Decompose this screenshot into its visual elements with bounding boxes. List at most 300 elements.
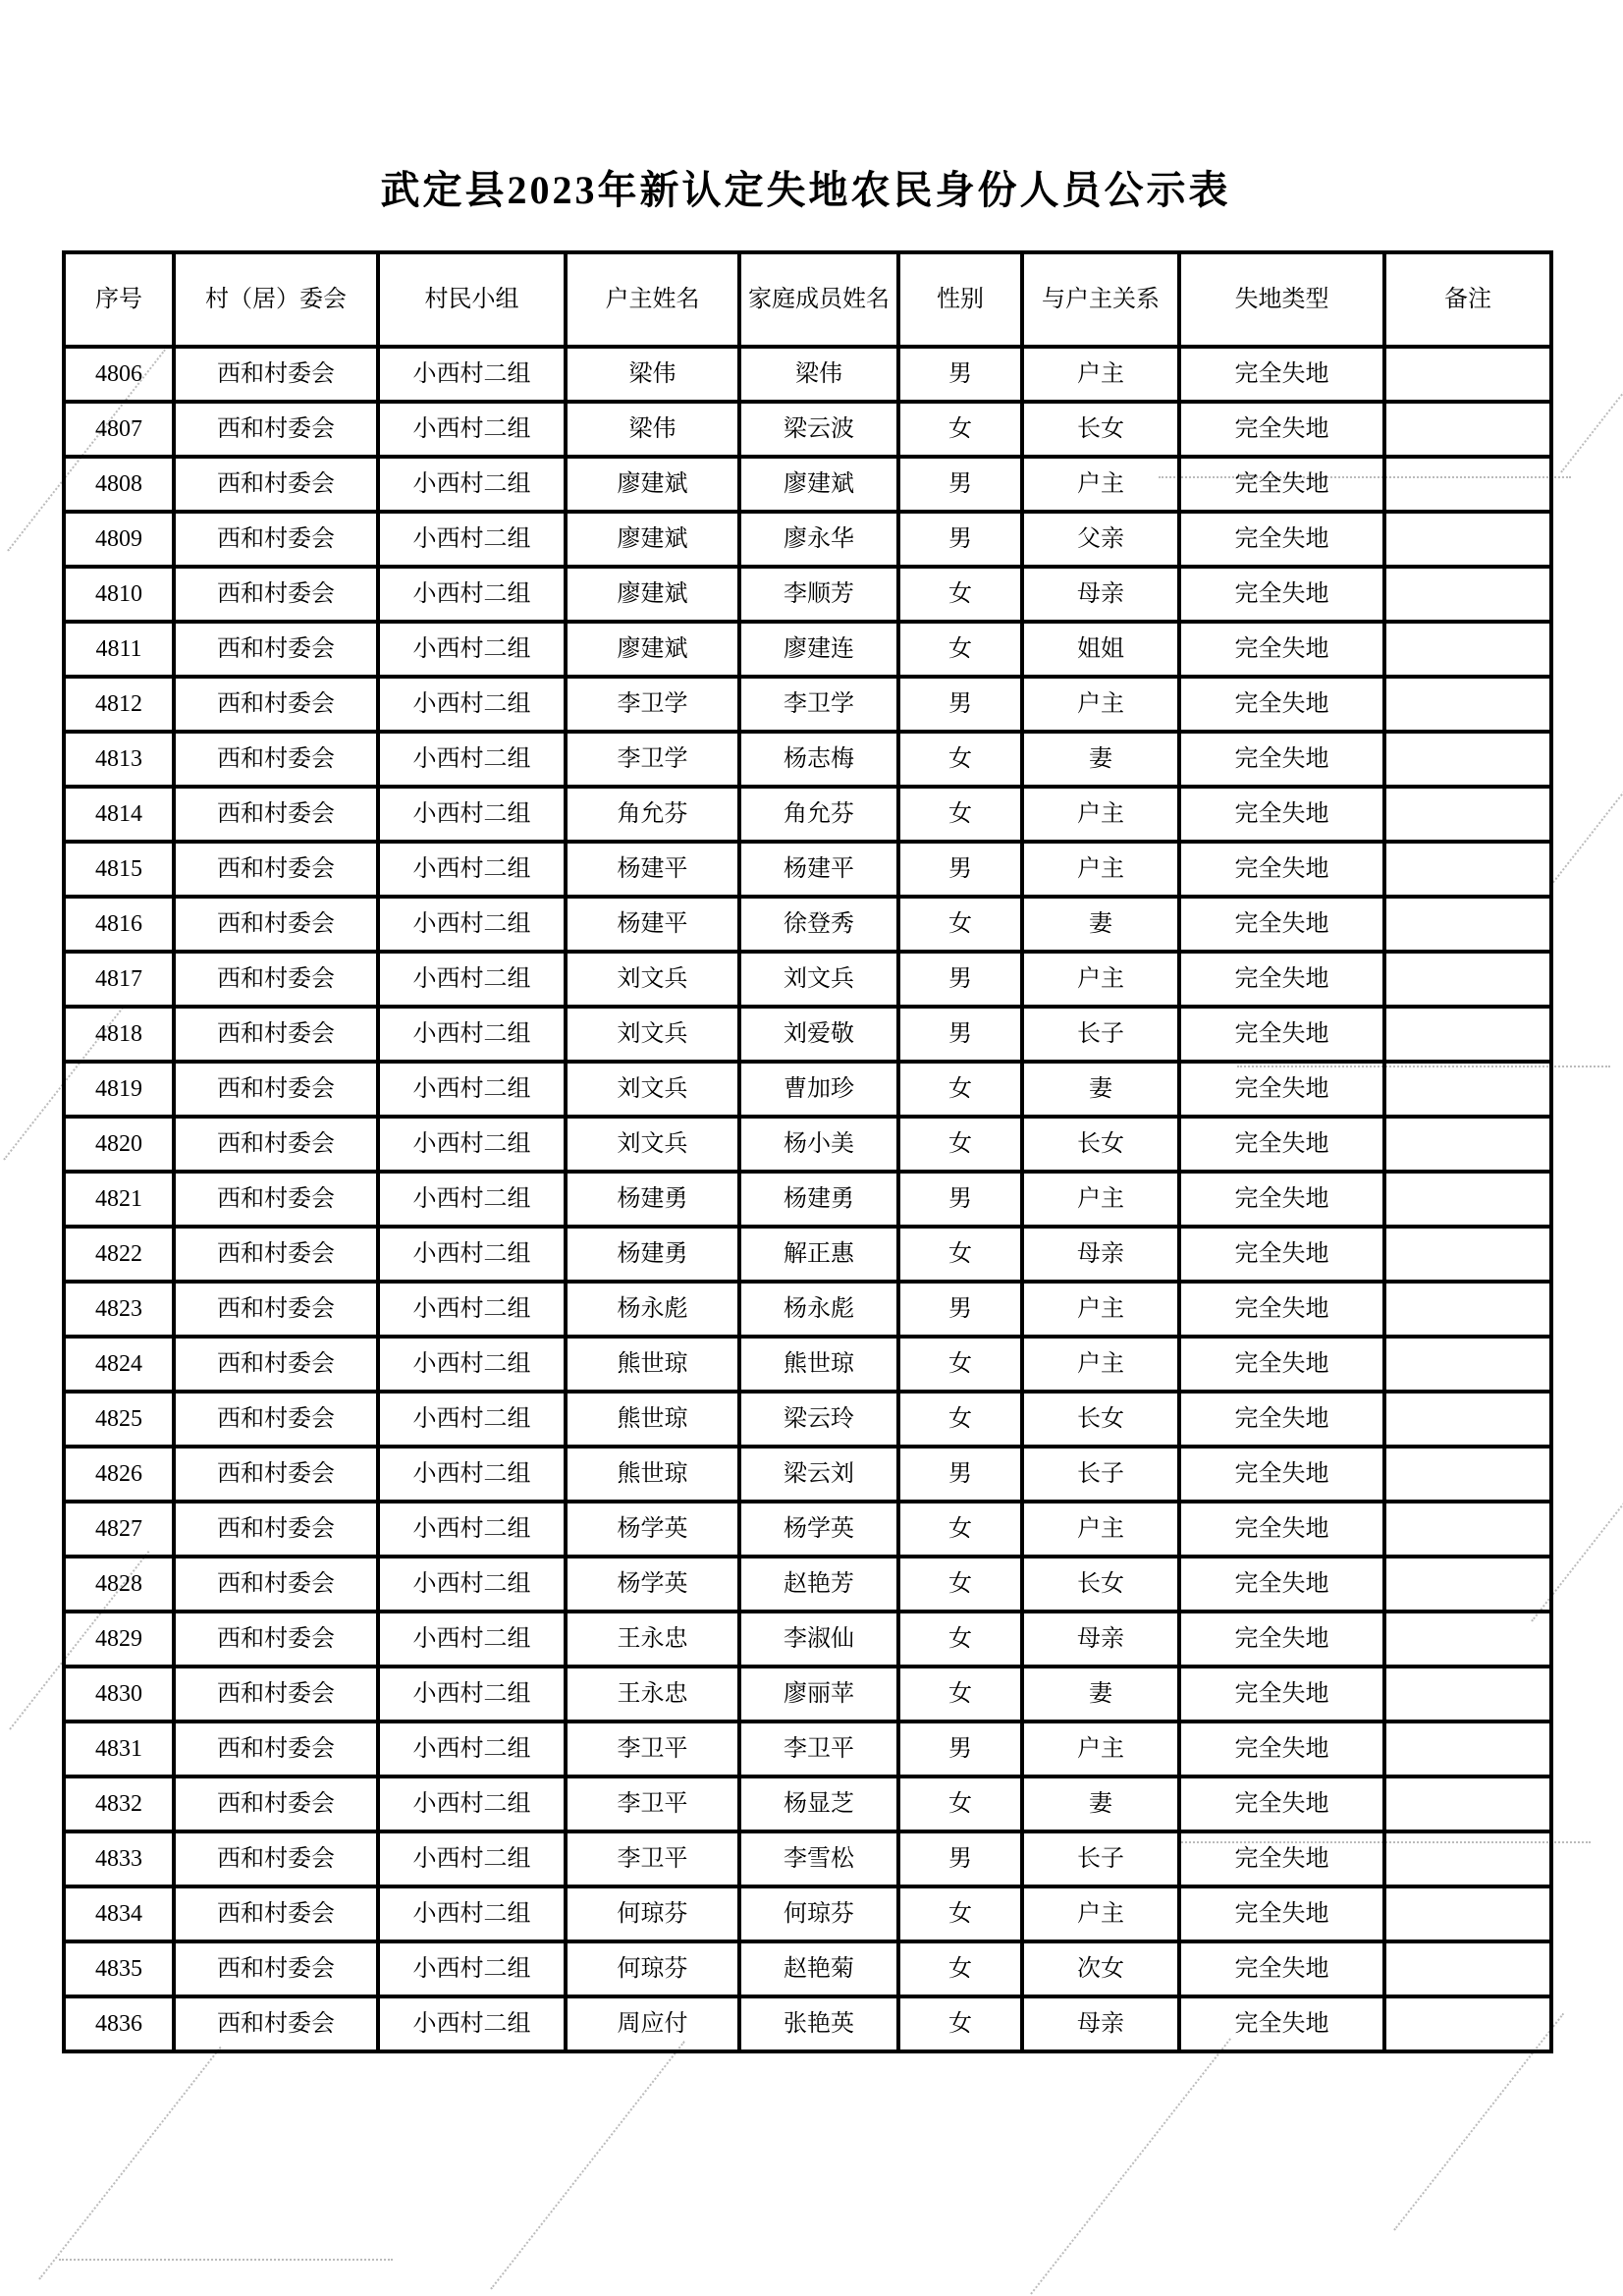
table-cell: 梁伟 — [566, 402, 739, 457]
table-cell: 刘文兵 — [739, 952, 898, 1007]
table-cell: 男 — [898, 1722, 1022, 1777]
page-title: 武定县2023年新认定失地农民身份人员公示表 — [380, 168, 1231, 212]
table-row — [64, 1447, 1551, 1502]
table-cell: 父亲 — [1022, 512, 1179, 567]
table-cell: 完全失地 — [1179, 842, 1384, 897]
table-cell: 小西村二组 — [378, 1172, 566, 1227]
table-cell: 女 — [898, 622, 1022, 677]
table-cell: 女 — [898, 402, 1022, 457]
table-cell: 西和村委会 — [174, 1612, 378, 1667]
table-row — [64, 1117, 1551, 1172]
table-cell: 4834 — [64, 1886, 174, 1941]
table-cell — [1384, 1007, 1551, 1062]
table-cell: 小西村二组 — [378, 787, 566, 842]
table-cell — [1384, 677, 1551, 732]
table-cell: 4824 — [64, 1337, 174, 1392]
table-cell: 何琼芬 — [739, 1886, 898, 1941]
table-cell: 完全失地 — [1179, 1337, 1384, 1392]
table-cell: 户主 — [1022, 677, 1179, 732]
table-cell: 妻 — [1022, 897, 1179, 952]
table-cell: 廖建斌 — [566, 622, 739, 677]
table-cell: 户主 — [1022, 1722, 1179, 1777]
table-cell — [1384, 1392, 1551, 1447]
table-row — [64, 512, 1551, 567]
table-cell: 廖建连 — [739, 622, 898, 677]
table-cell: 杨小美 — [739, 1117, 898, 1172]
table-cell: 西和村委会 — [174, 1282, 378, 1337]
table-cell: 梁云波 — [739, 402, 898, 457]
table-cell: 户主 — [1022, 1502, 1179, 1557]
table-cell — [1384, 1722, 1551, 1777]
table-cell: 妻 — [1022, 732, 1179, 787]
column-header-serial: 序号 — [64, 252, 174, 347]
table-cell: 完全失地 — [1179, 1502, 1384, 1557]
table-cell: 小西村二组 — [378, 622, 566, 677]
table-cell: 刘爱敬 — [739, 1007, 898, 1062]
table-cell: 完全失地 — [1179, 347, 1384, 402]
table-cell: 女 — [898, 567, 1022, 622]
table-cell: 西和村委会 — [174, 1667, 378, 1722]
table-cell: 西和村委会 — [174, 1557, 378, 1612]
table-cell: 王永忠 — [566, 1612, 739, 1667]
table-cell: 杨永彪 — [739, 1282, 898, 1337]
scan-artifact-line — [490, 2041, 685, 2289]
table-row — [64, 677, 1551, 732]
table-header — [64, 252, 1551, 347]
table-row — [64, 1062, 1551, 1117]
table-cell: 长女 — [1022, 1392, 1179, 1447]
table-row — [64, 402, 1551, 457]
table-cell: 李淑仙 — [739, 1612, 898, 1667]
table-cell: 女 — [898, 1557, 1022, 1612]
table-row — [64, 1831, 1551, 1886]
table-cell: 4819 — [64, 1062, 174, 1117]
table-cell: 4815 — [64, 842, 174, 897]
table-cell: 4836 — [64, 1996, 174, 2051]
table-cell — [1384, 1831, 1551, 1886]
table-cell: 西和村委会 — [174, 897, 378, 952]
table-cell: 户主 — [1022, 842, 1179, 897]
table-cell: 完全失地 — [1179, 457, 1384, 512]
table-cell: 小西村二组 — [378, 842, 566, 897]
table-row — [64, 1007, 1551, 1062]
table-cell: 4810 — [64, 567, 174, 622]
table-cell: 完全失地 — [1179, 952, 1384, 1007]
table-cell: 4806 — [64, 347, 174, 402]
table-cell: 杨建勇 — [566, 1227, 739, 1282]
table-cell: 完全失地 — [1179, 512, 1384, 567]
table-cell: 西和村委会 — [174, 1722, 378, 1777]
table-cell — [1384, 787, 1551, 842]
table-row — [64, 347, 1551, 402]
table-cell: 角允芬 — [739, 787, 898, 842]
table-cell: 西和村委会 — [174, 1777, 378, 1831]
table-cell: 西和村委会 — [174, 512, 378, 567]
table-cell: 何琼芬 — [566, 1886, 739, 1941]
table-cell: 刘文兵 — [566, 1007, 739, 1062]
table-row — [64, 1667, 1551, 1722]
table-cell: 男 — [898, 1447, 1022, 1502]
table-cell: 杨建平 — [566, 842, 739, 897]
table-cell: 男 — [898, 952, 1022, 1007]
table-cell: 西和村委会 — [174, 1117, 378, 1172]
roster-table — [62, 250, 1553, 2053]
table-cell: 李卫学 — [566, 732, 739, 787]
table-cell: 梁伟 — [566, 347, 739, 402]
table-cell: 完全失地 — [1179, 1612, 1384, 1667]
column-header-committee: 村（居）委会 — [174, 252, 378, 347]
table-cell: 杨建平 — [739, 842, 898, 897]
table-cell: 赵艳菊 — [739, 1941, 898, 1996]
table-cell — [1384, 1447, 1551, 1502]
table-cell: 廖永华 — [739, 512, 898, 567]
table-cell: 西和村委会 — [174, 1337, 378, 1392]
table-row — [64, 457, 1551, 512]
table-cell: 西和村委会 — [174, 1007, 378, 1062]
scan-artifact-line — [1030, 2038, 1231, 2294]
scan-artifact-line — [59, 2259, 393, 2261]
table-cell: 户主 — [1022, 1886, 1179, 1941]
table-row — [64, 1502, 1551, 1557]
table-cell: 小西村二组 — [378, 1007, 566, 1062]
table-cell: 李卫平 — [739, 1722, 898, 1777]
table-cell: 廖丽苹 — [739, 1667, 898, 1722]
table-cell: 4827 — [64, 1502, 174, 1557]
table-cell: 李雪松 — [739, 1831, 898, 1886]
table-cell: 杨学英 — [566, 1502, 739, 1557]
table-row — [64, 732, 1551, 787]
table-cell: 女 — [898, 1502, 1022, 1557]
table-cell: 熊世琼 — [566, 1392, 739, 1447]
table-cell: 小西村二组 — [378, 1612, 566, 1667]
table-cell: 刘文兵 — [566, 1062, 739, 1117]
table-cell — [1384, 1282, 1551, 1337]
table-cell: 西和村委会 — [174, 1447, 378, 1502]
table-cell: 小西村二组 — [378, 1227, 566, 1282]
table-row — [64, 567, 1551, 622]
table-cell: 小西村二组 — [378, 1667, 566, 1722]
table-cell: 小西村二组 — [378, 1941, 566, 1996]
column-header-member: 家庭成员姓名 — [739, 252, 898, 347]
table-cell: 完全失地 — [1179, 1557, 1384, 1612]
table-cell: 小西村二组 — [378, 457, 566, 512]
table-cell: 完全失地 — [1179, 1777, 1384, 1831]
table-cell: 妻 — [1022, 1777, 1179, 1831]
table-row — [64, 1941, 1551, 1996]
table-cell: 男 — [898, 457, 1022, 512]
table-cell: 熊世琼 — [566, 1447, 739, 1502]
table-cell: 完全失地 — [1179, 1886, 1384, 1941]
table-cell: 女 — [898, 897, 1022, 952]
table-cell: 小西村二组 — [378, 512, 566, 567]
table-cell — [1384, 1172, 1551, 1227]
table-cell: 杨志梅 — [739, 732, 898, 787]
table-cell: 小西村二组 — [378, 1557, 566, 1612]
table-cell: 女 — [898, 1667, 1022, 1722]
table-cell: 4812 — [64, 677, 174, 732]
table-cell: 4818 — [64, 1007, 174, 1062]
table-cell: 刘文兵 — [566, 1117, 739, 1172]
table-cell: 女 — [898, 1886, 1022, 1941]
table-cell: 4814 — [64, 787, 174, 842]
table-cell: 4832 — [64, 1777, 174, 1831]
table-cell: 4820 — [64, 1117, 174, 1172]
table-cell: 4811 — [64, 622, 174, 677]
table-cell: 西和村委会 — [174, 1502, 378, 1557]
table-cell: 男 — [898, 1282, 1022, 1337]
table-cell: 西和村委会 — [174, 347, 378, 402]
table-cell: 廖建斌 — [739, 457, 898, 512]
table-cell: 杨建平 — [566, 897, 739, 952]
table-cell: 小西村二组 — [378, 897, 566, 952]
table-cell — [1384, 1996, 1551, 2051]
table-cell: 完全失地 — [1179, 402, 1384, 457]
table-cell: 廖建斌 — [566, 457, 739, 512]
table-cell: 角允芬 — [566, 787, 739, 842]
table-cell: 男 — [898, 512, 1022, 567]
table-row — [64, 1612, 1551, 1667]
table-cell: 4817 — [64, 952, 174, 1007]
table-cell: 姐姐 — [1022, 622, 1179, 677]
table-cell: 刘文兵 — [566, 952, 739, 1007]
table-cell: 小西村二组 — [378, 1282, 566, 1337]
table-cell: 完全失地 — [1179, 1007, 1384, 1062]
table-cell: 完全失地 — [1179, 787, 1384, 842]
table-cell — [1384, 1502, 1551, 1557]
table-cell: 完全失地 — [1179, 1667, 1384, 1722]
table-cell: 完全失地 — [1179, 1996, 1384, 2051]
table-cell: 杨永彪 — [566, 1282, 739, 1337]
table-cell: 西和村委会 — [174, 622, 378, 677]
table-cell: 4826 — [64, 1447, 174, 1502]
column-header-gender: 性别 — [898, 252, 1022, 347]
table-cell — [1384, 732, 1551, 787]
column-header-remarks: 备注 — [1384, 252, 1551, 347]
table-cell — [1384, 1337, 1551, 1392]
table-cell — [1384, 842, 1551, 897]
table-cell — [1384, 567, 1551, 622]
table-row — [64, 952, 1551, 1007]
table-cell — [1384, 622, 1551, 677]
table-cell: 李卫平 — [566, 1831, 739, 1886]
table-cell: 户主 — [1022, 457, 1179, 512]
table-cell — [1384, 1227, 1551, 1282]
table-cell: 杨建勇 — [739, 1172, 898, 1227]
table-cell: 4813 — [64, 732, 174, 787]
table-cell: 廖建斌 — [566, 567, 739, 622]
table-row — [64, 1392, 1551, 1447]
column-header-householder: 户主姓名 — [566, 252, 739, 347]
table-cell: 男 — [898, 1831, 1022, 1886]
table-cell: 母亲 — [1022, 567, 1179, 622]
table-cell: 小西村二组 — [378, 1392, 566, 1447]
table-cell — [1384, 1667, 1551, 1722]
table-cell: 李卫学 — [566, 677, 739, 732]
table-cell: 西和村委会 — [174, 457, 378, 512]
table-cell: 小西村二组 — [378, 677, 566, 732]
table-cell: 女 — [898, 1612, 1022, 1667]
table-cell — [1384, 1941, 1551, 1996]
table-cell: 女 — [898, 1227, 1022, 1282]
table-cell: 4830 — [64, 1667, 174, 1722]
table-cell: 小西村二组 — [378, 1886, 566, 1941]
table-cell: 户主 — [1022, 347, 1179, 402]
table-cell: 熊世琼 — [739, 1337, 898, 1392]
table-row — [64, 1722, 1551, 1777]
table-cell: 周应付 — [566, 1996, 739, 2051]
column-header-relationship: 与户主关系 — [1022, 252, 1179, 347]
table-cell: 梁伟 — [739, 347, 898, 402]
table-cell: 小西村二组 — [378, 952, 566, 1007]
table-cell: 小西村二组 — [378, 1447, 566, 1502]
table-cell: 完全失地 — [1179, 732, 1384, 787]
table-cell: 小西村二组 — [378, 1062, 566, 1117]
table-cell — [1384, 512, 1551, 567]
table-cell: 小西村二组 — [378, 1996, 566, 2051]
table-cell — [1384, 402, 1551, 457]
table-cell: 4808 — [64, 457, 174, 512]
table-cell: 完全失地 — [1179, 1447, 1384, 1502]
table-cell — [1384, 1117, 1551, 1172]
column-header-group: 村民小组 — [378, 252, 566, 347]
table-cell: 小西村二组 — [378, 567, 566, 622]
table-cell: 曹加珍 — [739, 1062, 898, 1117]
table-row — [64, 1282, 1551, 1337]
table-row — [64, 1886, 1551, 1941]
table-cell: 徐登秀 — [739, 897, 898, 952]
table-cell: 户主 — [1022, 1282, 1179, 1337]
table-cell: 小西村二组 — [378, 1777, 566, 1831]
table-row — [64, 1172, 1551, 1227]
table-cell: 女 — [898, 1337, 1022, 1392]
table-cell: 4831 — [64, 1722, 174, 1777]
table-cell: 女 — [898, 1392, 1022, 1447]
table-cell: 西和村委会 — [174, 842, 378, 897]
table-row — [64, 1777, 1551, 1831]
table-cell: 完全失地 — [1179, 1941, 1384, 1996]
table-cell — [1384, 457, 1551, 512]
table-cell: 女 — [898, 787, 1022, 842]
table-cell: 女 — [898, 1941, 1022, 1996]
table-cell: 完全失地 — [1179, 567, 1384, 622]
table-cell — [1384, 1886, 1551, 1941]
table-cell: 母亲 — [1022, 1227, 1179, 1282]
table-cell: 男 — [898, 1172, 1022, 1227]
table-cell: 赵艳芳 — [739, 1557, 898, 1612]
table-cell: 女 — [898, 732, 1022, 787]
table-cell: 长女 — [1022, 402, 1179, 457]
table-cell: 梁云玲 — [739, 1392, 898, 1447]
table-cell: 张艳英 — [739, 1996, 898, 2051]
table-cell — [1384, 952, 1551, 1007]
table-cell: 次女 — [1022, 1941, 1179, 1996]
table-cell: 完全失地 — [1179, 897, 1384, 952]
table-row — [64, 1557, 1551, 1612]
table-row — [64, 1227, 1551, 1282]
table-cell: 长子 — [1022, 1447, 1179, 1502]
scan-artifact-line — [38, 2047, 221, 2280]
table-cell: 母亲 — [1022, 1612, 1179, 1667]
table-cell: 4835 — [64, 1941, 174, 1996]
table-row — [64, 622, 1551, 677]
table-cell: 户主 — [1022, 1172, 1179, 1227]
table-cell: 长子 — [1022, 1831, 1179, 1886]
table-cell: 李顺芳 — [739, 567, 898, 622]
table-row — [64, 787, 1551, 842]
table-cell: 西和村委会 — [174, 1392, 378, 1447]
table-row — [64, 1337, 1551, 1392]
table-cell: 母亲 — [1022, 1996, 1179, 2051]
table-cell: 完全失地 — [1179, 1062, 1384, 1117]
table-cell: 西和村委会 — [174, 1996, 378, 2051]
table-cell: 4821 — [64, 1172, 174, 1227]
table-cell — [1384, 1777, 1551, 1831]
table-cell: 4825 — [64, 1392, 174, 1447]
table-cell: 完全失地 — [1179, 1117, 1384, 1172]
table-cell: 完全失地 — [1179, 1172, 1384, 1227]
table-cell — [1384, 1062, 1551, 1117]
table-cell: 女 — [898, 1777, 1022, 1831]
table-cell: 李卫学 — [739, 677, 898, 732]
table-cell: 女 — [898, 1062, 1022, 1117]
table-cell: 男 — [898, 1007, 1022, 1062]
table-cell: 完全失地 — [1179, 1392, 1384, 1447]
table-cell: 熊世琼 — [566, 1337, 739, 1392]
table-cell: 西和村委会 — [174, 1941, 378, 1996]
table-cell: 小西村二组 — [378, 1831, 566, 1886]
table-cell: 4823 — [64, 1282, 174, 1337]
table-cell: 完全失地 — [1179, 1831, 1384, 1886]
table-body — [64, 347, 1551, 2051]
table-cell: 西和村委会 — [174, 1831, 378, 1886]
table-cell: 4822 — [64, 1227, 174, 1282]
table-cell: 李卫平 — [566, 1777, 739, 1831]
table-cell: 西和村委会 — [174, 1172, 378, 1227]
table-cell: 女 — [898, 1996, 1022, 2051]
table-cell: 4807 — [64, 402, 174, 457]
table-cell: 解正惠 — [739, 1227, 898, 1282]
table-cell: 男 — [898, 842, 1022, 897]
table-cell: 小西村二组 — [378, 347, 566, 402]
table-row — [64, 897, 1551, 952]
table-cell: 完全失地 — [1179, 1282, 1384, 1337]
table-cell — [1384, 1612, 1551, 1667]
table-cell: 杨学英 — [739, 1502, 898, 1557]
table-cell: 杨显芝 — [739, 1777, 898, 1831]
table-cell: 西和村委会 — [174, 787, 378, 842]
table-cell: 完全失地 — [1179, 1722, 1384, 1777]
table-cell: 长子 — [1022, 1007, 1179, 1062]
table-cell — [1384, 347, 1551, 402]
scan-artifact-line — [1560, 317, 1623, 473]
table-cell: 杨建勇 — [566, 1172, 739, 1227]
table-cell: 男 — [898, 347, 1022, 402]
table-cell: 长女 — [1022, 1557, 1179, 1612]
table-cell — [1384, 1557, 1551, 1612]
table-cell: 4828 — [64, 1557, 174, 1612]
column-header-landloss-type: 失地类型 — [1179, 252, 1384, 347]
table-cell: 王永忠 — [566, 1667, 739, 1722]
table-cell: 长女 — [1022, 1117, 1179, 1172]
table-cell: 妻 — [1022, 1667, 1179, 1722]
table-cell: 男 — [898, 677, 1022, 732]
table-cell: 户主 — [1022, 952, 1179, 1007]
table-cell: 小西村二组 — [378, 732, 566, 787]
table-cell: 完全失地 — [1179, 677, 1384, 732]
table-cell: 西和村委会 — [174, 952, 378, 1007]
table-cell: 小西村二组 — [378, 1117, 566, 1172]
table-cell: 何琼芬 — [566, 1941, 739, 1996]
